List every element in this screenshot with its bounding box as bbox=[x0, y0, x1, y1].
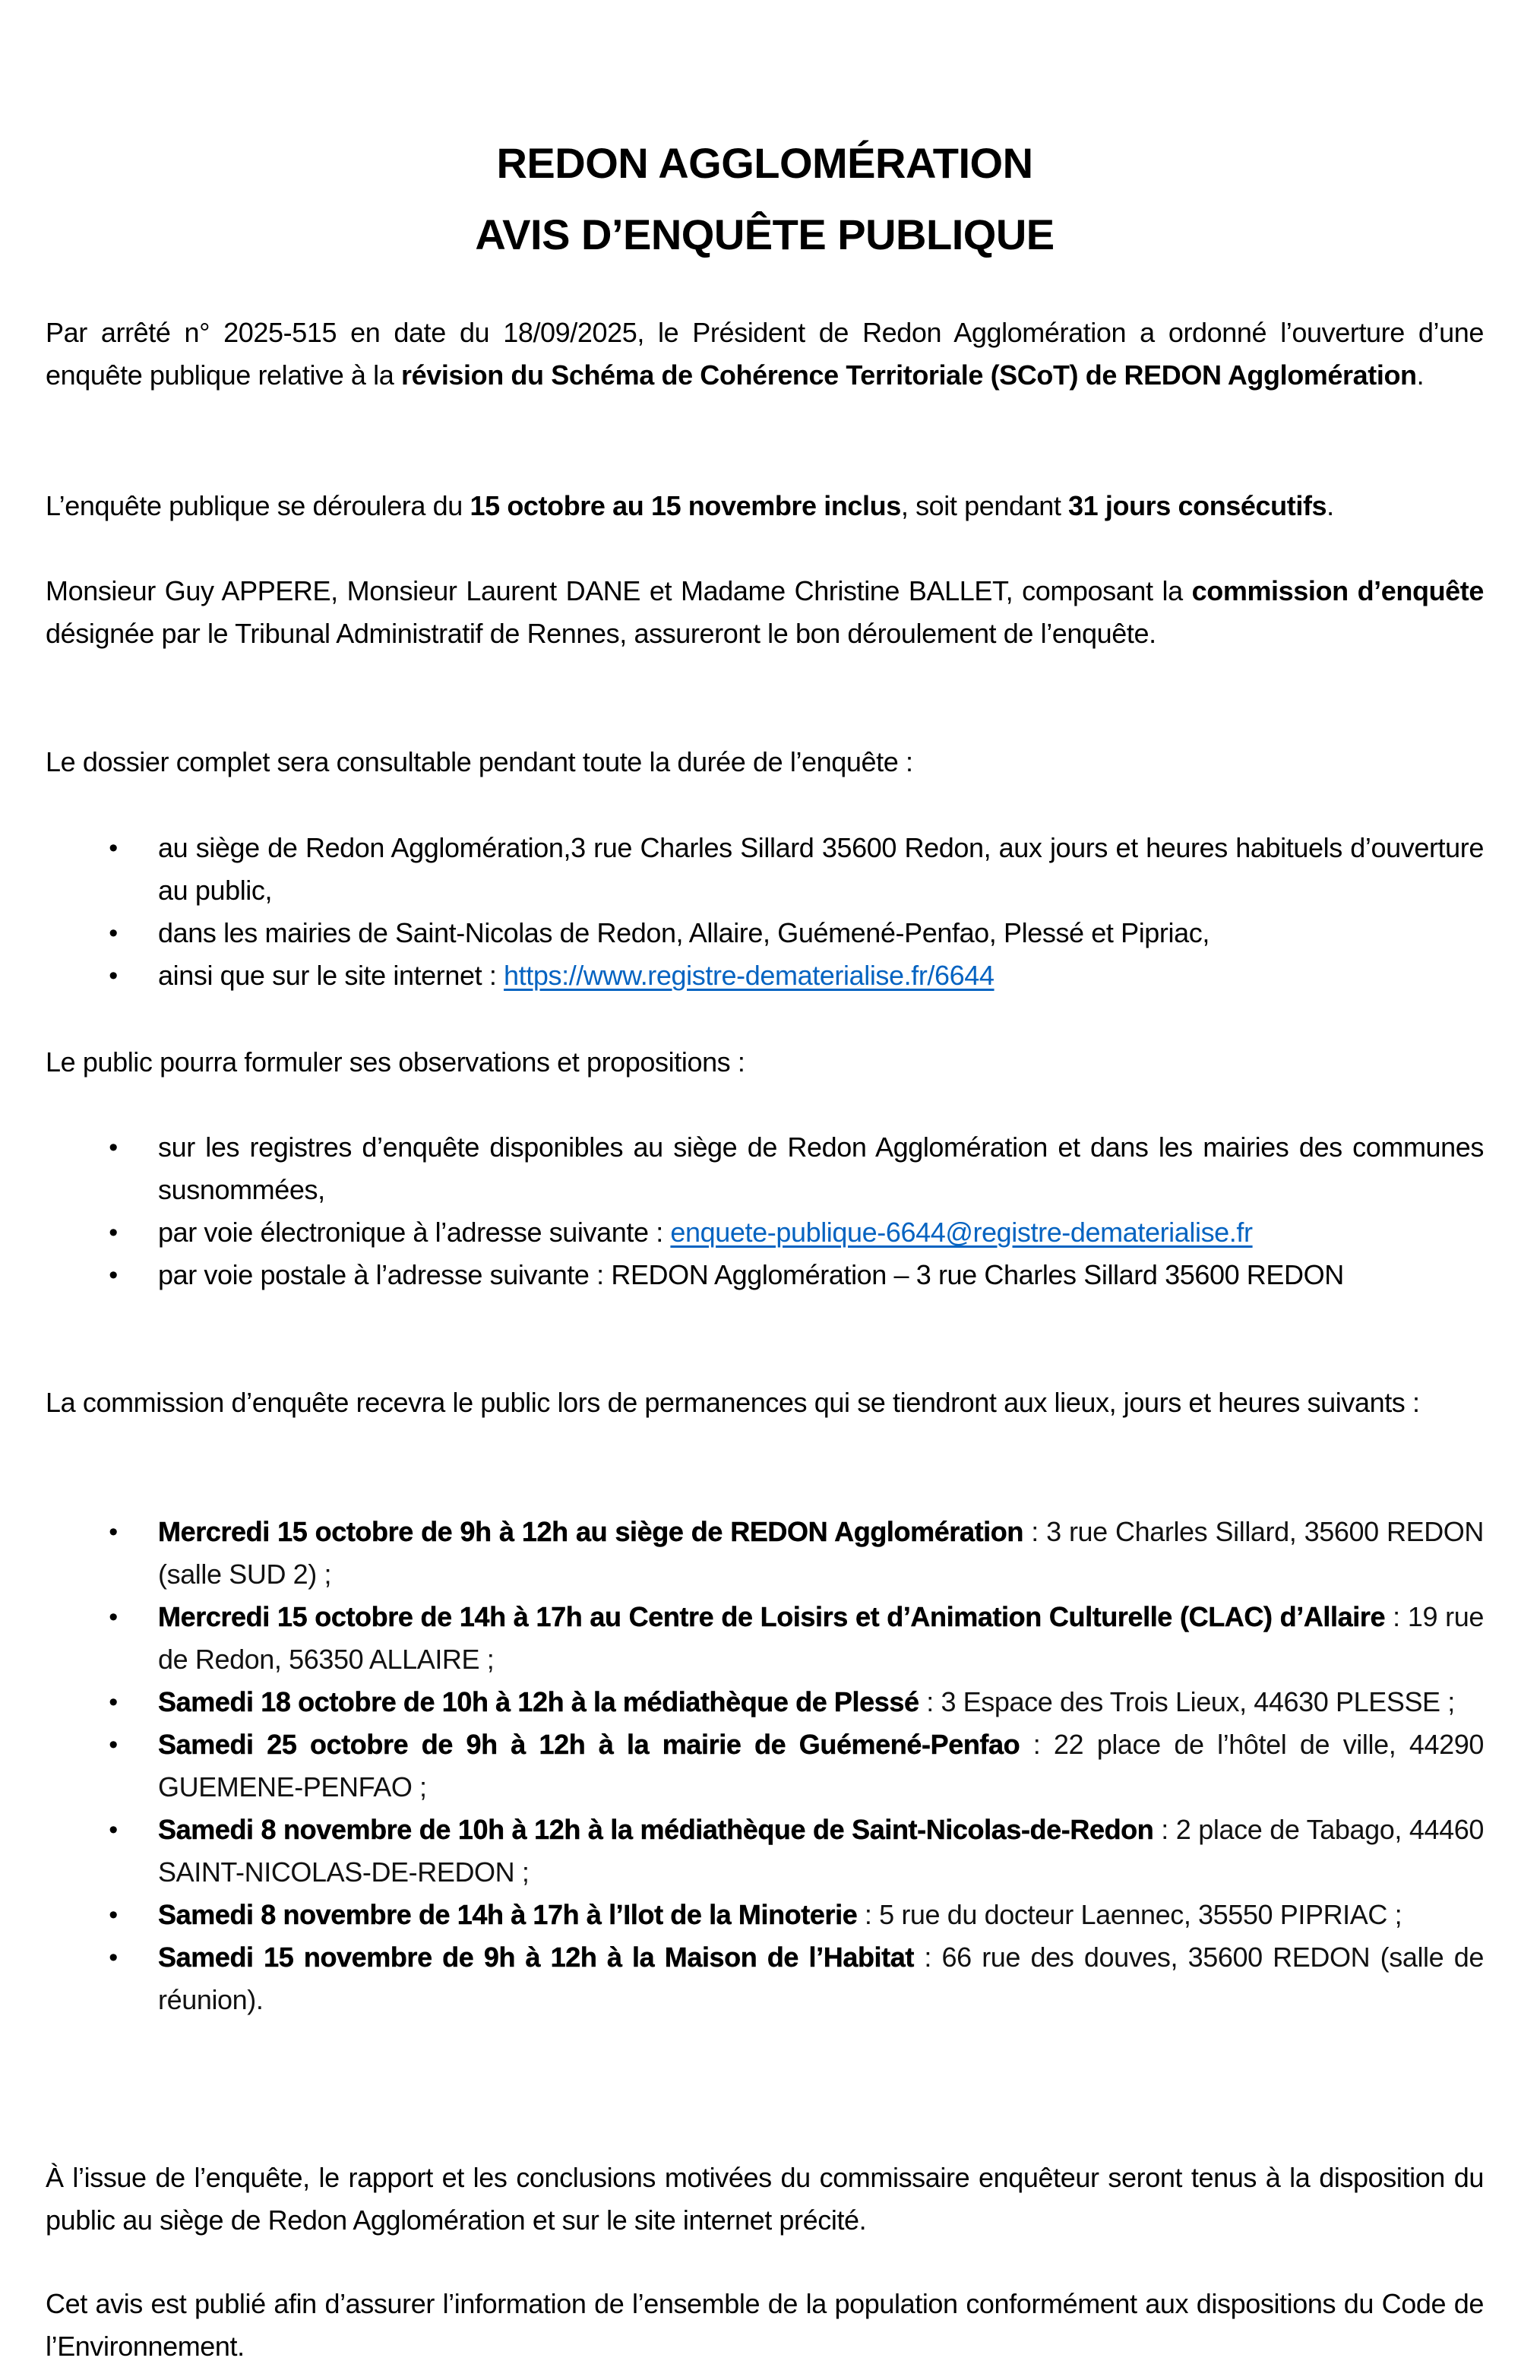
permanence-address: : 22 place de l’hôtel de ville, 44290 GUEMENE-PENFAO ; bbox=[158, 1729, 1484, 1802]
enquiry-duration: 31 jours consécutifs bbox=[1068, 490, 1327, 521]
dossier-heading: Le dossier complet sera consultable pendant toute la durée de l’enquête : bbox=[46, 746, 913, 777]
page-subtitle: AVIS D’ENQUÊTE PUBLIQUE bbox=[475, 210, 1055, 258]
list-item bbox=[46, 1596, 1484, 1681]
permanence-address: : 3 Espace des Trois Lieux, 44630 PLESSE ; bbox=[919, 1686, 1455, 1717]
bullet-icon: • bbox=[109, 1603, 118, 1632]
permanence-address: : 2 place de Tabago, 44460 SAINT-NICOLAS-DE-REDON ; bbox=[158, 1814, 1484, 1888]
permanence-datetime-location: Samedi 8 novembre de 10h à 12h à la médiathèque de Saint-Nicolas-de-Redon bbox=[158, 1814, 1154, 1845]
page-title: REDON AGGLOMÉRATION bbox=[496, 139, 1033, 187]
bullet-icon: • bbox=[109, 1901, 118, 1929]
list-item bbox=[46, 1894, 1484, 1936]
list-item: • dans les mairies de Saint-Nicolas de Redon, Allaire, Guémené-Penfao, Plessé et Pipriac, bbox=[46, 912, 1484, 954]
permanences-list bbox=[46, 1511, 1484, 2021]
commission-emphasis: commission d’enquête bbox=[1191, 575, 1484, 606]
bullet-icon: • bbox=[109, 1218, 118, 1247]
list-item: • par voie postale à l’adresse suivante : REDON Agglomération – 3 rue Charles Sillard 35600 REDON bbox=[46, 1254, 1484, 1296]
list-item bbox=[46, 1723, 1484, 1809]
bullet-icon: • bbox=[109, 1518, 118, 1546]
list-item bbox=[46, 1936, 1484, 2021]
permanence-address: : 66 rue des douves, 35600 REDON (salle de réunion). bbox=[158, 1942, 1484, 2015]
permanence-datetime-location: Mercredi 15 octobre de 14h à 17h au Centre de Loisirs et d’Animation Culturelle (CLAC) d’Allaire bbox=[158, 1601, 1386, 1632]
list-item bbox=[46, 1511, 1484, 1596]
enquiry-period: 15 octobre au 15 novembre inclus bbox=[470, 490, 901, 521]
permanence-datetime-location: Mercredi 15 octobre de 9h à 12h au siège de REDON Agglomération bbox=[158, 1516, 1023, 1547]
bullet-icon: • bbox=[109, 1133, 118, 1162]
email-link[interactable]: enquete-publique-6644@registre-dematerialise.fr bbox=[670, 1217, 1253, 1248]
list-item: • ainsi que sur le site internet : https://www.registre-dematerialise.fr/6644 bbox=[46, 954, 1484, 997]
permanence-datetime-location: Samedi 18 octobre de 10h à 12h à la médiathèque de Plessé bbox=[158, 1686, 919, 1717]
conclusion-paragraph: À l’issue de l’enquête, le rapport et les conclusions motivées du commissaire enquêteur seront tenus à la disposition du public au siège de Redon Agglomération et sur le site internet précité. bbox=[46, 2162, 1484, 2236]
intro-paragraph: Par arrêté n° 2025-515 en date du 18/09/2025, le Président de Redon Agglomération a ordonné l’ouverture d’une enquête publique relative à la révision du Schéma de Cohérence Territoriale (SCoT) de REDON Agglomération. bbox=[46, 317, 1484, 391]
bullet-icon: • bbox=[109, 961, 118, 990]
permanence-datetime-location: Samedi 15 novembre de 9h à 12h à la Maison de l’Habitat bbox=[158, 1942, 914, 1973]
bullet-icon: • bbox=[109, 1815, 118, 1844]
list-item bbox=[46, 1681, 1484, 1723]
permanence-address: : 5 rue du docteur Laennec, 35550 PIPRIAC ; bbox=[857, 1899, 1402, 1930]
commission-paragraph: Monsieur Guy APPERE, Monsieur Laurent DANE et Madame Christine BALLET, composant la commission d’enquête désignée par le Tribunal Administratif de Rennes, assureront le bon déroulement de l’enquête. bbox=[46, 575, 1484, 649]
permanences-heading: La commission d’enquête recevra le public lors de permanences qui se tiendront aux lieux, jours et heures suivants : bbox=[46, 1387, 1420, 1418]
bullet-icon: • bbox=[109, 1688, 118, 1717]
permanence-datetime-location: Samedi 8 novembre de 14h à 17h à l’Ilot de la Minoterie bbox=[158, 1899, 858, 1930]
observations-list bbox=[46, 1126, 1484, 1296]
scot-revision-emphasis: révision du Schéma de Cohérence Territoriale (SCoT) de REDON Agglomération bbox=[400, 359, 1417, 391]
list-item: • par voie électronique à l’adresse suivante : enquete-publique-6644@registre-dematerialise.fr bbox=[46, 1211, 1484, 1254]
bullet-icon: • bbox=[109, 1261, 118, 1290]
permanence-address: : 19 rue de Redon, 56350 ALLAIRE ; bbox=[158, 1601, 1485, 1675]
notice-header bbox=[46, 128, 1484, 271]
bullet-icon: • bbox=[109, 919, 118, 948]
list-item: • sur les registres d’enquête disponibles au siège de Redon Agglomération et dans les mairies des communes susnommées, bbox=[46, 1126, 1484, 1211]
permanence-datetime-location: Samedi 25 octobre de 9h à 12h à la mairie de Guémené-Penfao bbox=[158, 1729, 1020, 1760]
dossier-list bbox=[46, 827, 1484, 997]
list-item: • au siège de Redon Agglomération,3 rue Charles Sillard 35600 Redon, aux jours et heures habituels d’ouverture au public, bbox=[46, 827, 1484, 912]
registre-website-link[interactable]: https://www.registre-dematerialise.fr/6644 bbox=[504, 960, 995, 991]
bullet-icon: • bbox=[109, 1730, 118, 1759]
bullet-icon: • bbox=[109, 834, 118, 862]
footer-paragraph: Cet avis est publié afin d’assurer l’information de l’ensemble de la population conformément aux dispositions du Code de l’Environnement. bbox=[46, 2288, 1484, 2362]
bullet-icon: • bbox=[109, 1943, 118, 1972]
dates-paragraph: L’enquête publique se déroulera du 15 octobre au 15 novembre inclus, soit pendant 31 jours consécutifs. bbox=[46, 490, 1334, 521]
observations-heading: Le public pourra formuler ses observations et propositions : bbox=[46, 1046, 745, 1078]
list-item bbox=[46, 1809, 1484, 1894]
permanence-address: : 3 rue Charles Sillard, 35600 REDON (salle SUD 2) ; bbox=[158, 1516, 1484, 1590]
